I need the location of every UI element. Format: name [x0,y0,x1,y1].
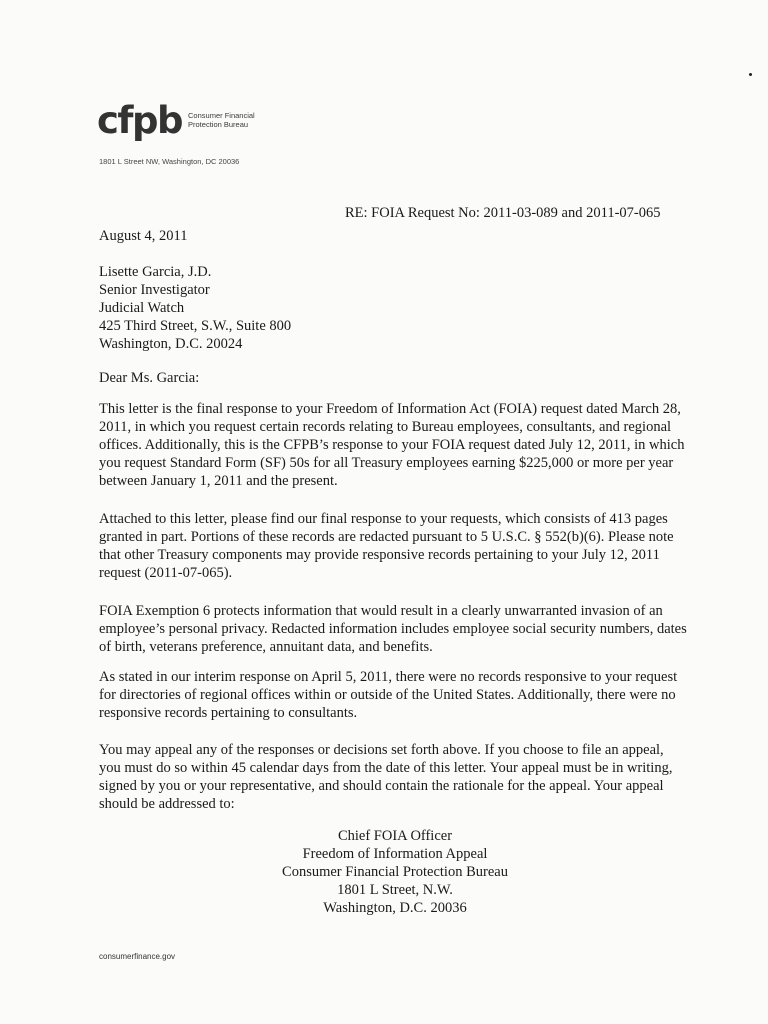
logo-subtitle [188,112,255,129]
recipient-title: Senior Investigator [99,282,210,298]
letter-date: August 4, 2011 [99,228,188,244]
logo-mark: cfpb [97,99,183,142]
recipient-name: Lisette Garcia, J.D. [99,264,212,280]
recipient-organization: Judicial Watch [99,300,185,316]
appeal-address-line: Freedom of Information Appeal [302,846,488,862]
paragraph-appeal: You may appeal any of the responses or decisions set forth above. If you choose to file an appeal, you must do so within 45 calendar days from the date of this letter. Your appeal must be in writing, signed by you or your representative, and should contain the rationale for the appeal. Your appeal should be addressed to: [99,742,673,812]
appeal-address-line: Chief FOIA Officer [337,828,453,844]
paragraph-exemption-6: FOIA Exemption 6 protects information that would result in a clearly unwarranted invasion of an employee’s personal privacy. Redacted information includes employee social security numbers, dates of birth, veterans preference, annuitant data, and benefits. [99,603,687,655]
appeal-address-line: 1801 L Street, N.W. [337,882,453,898]
paragraph-interim-response: As stated in our interim response on April 5, 2011, there were no records responsive to your request for directories of regional offices within or outside of the United States. Additionally, there were no responsive records pertaining to consultants. [99,669,678,721]
scan-speck [749,73,752,76]
reference-line: RE: FOIA Request No: 2011-03-089 and 2011-07-065 [345,205,661,221]
footer-website: consumerfinance.gov [99,952,176,961]
recipient-city: Washington, D.C. 20024 [99,336,243,352]
paragraph-final-response: This letter is the final response to your Freedom of Information Act (FOIA) request dated March 28, 2011, in which you request certain records relating to Bureau employees, consultants, and regional offices. Additionally, this is the CFPB’s response to your FOIA request dated July 12, 2011, in which you request Standard Form (SF) 50s for all Treasury employees earning $225,000 or more per year between January 1, 2011 and the present. [99,401,685,489]
letterhead-address: 1801 L Street NW, Washington, DC 20036 [99,157,240,166]
logo-subtitle-line1: Consumer Financial [188,111,255,120]
salutation: Dear Ms. Garcia: [99,370,200,386]
appeal-address-line: Consumer Financial Protection Bureau [282,864,508,880]
recipient-street: 425 Third Street, S.W., Suite 800 [99,318,292,334]
appeal-address-line: Washington, D.C. 20036 [323,900,467,916]
cfpb-logo [97,99,255,142]
logo-subtitle-line2: Protection Bureau [188,119,249,129]
recipient-block [99,263,291,353]
appeal-address-block [250,827,540,917]
paragraph-attached-records: Attached to this letter, please find our final response to your requests, which consists of 413 pages granted in part. Portions of these records are redacted pursuant to 5 U.S.C. § 552(b)(6). Please note that other Treasury components may provide responsive records pertaining to your July 12, 2011 request (2011-07-065). [99,511,674,581]
